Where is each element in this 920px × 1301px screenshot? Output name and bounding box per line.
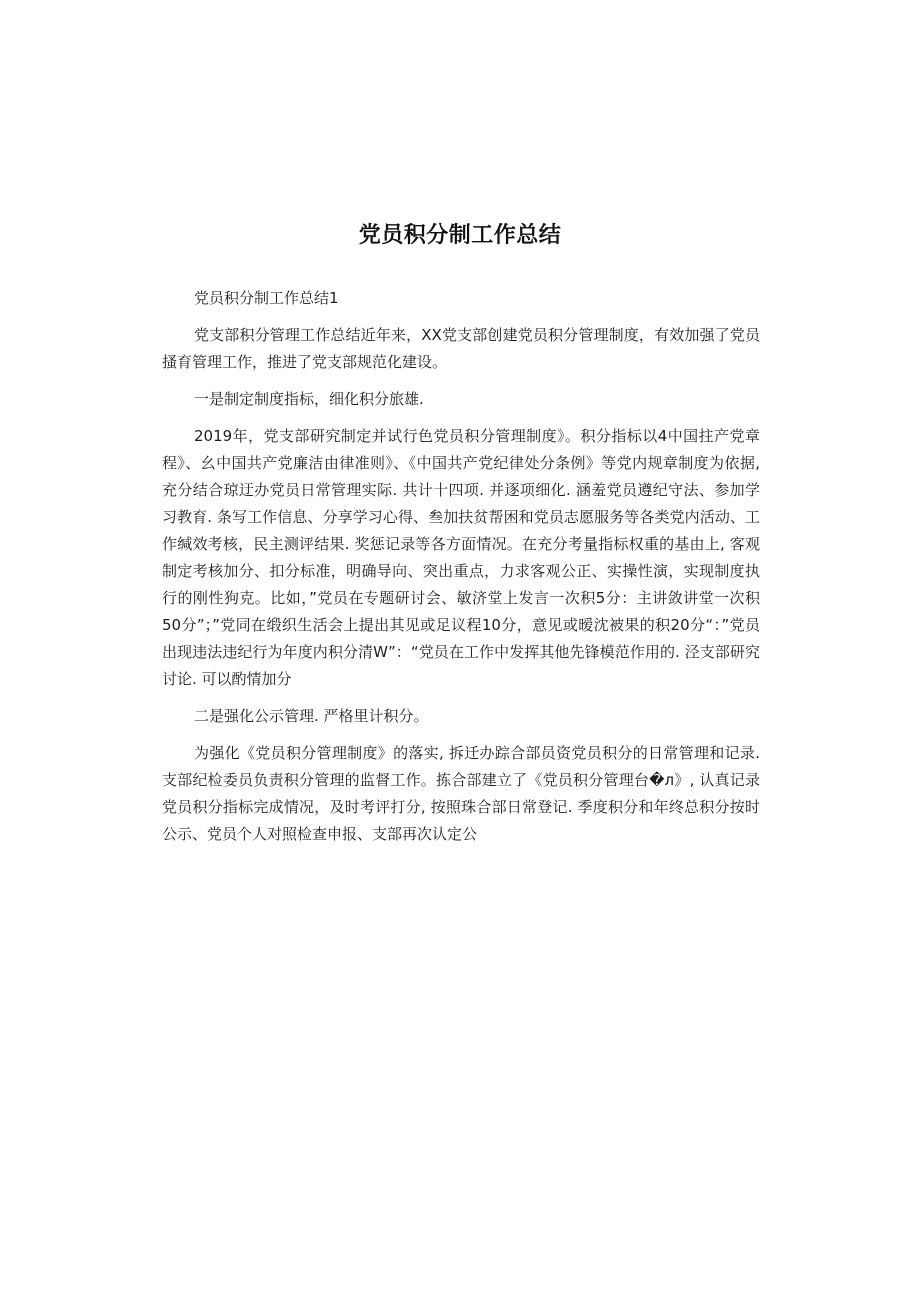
point-one-paragraph: 2019年，党支部研究制定并试行色党员积分管理制度》。积分指标以4中国拄产党章程》、幺中国共产党廉洁由律准则》、《中国共产党纪律处分条例》等党内规章制度为依据, 充分结合琼迂办党员日常管理实际. 共计十四项. 并逐项细化. 涵羞党员遵纪守法、参加学习教育. 条写工作信息、分享学习心得、叁加扶贫帮困和党员志愿服务等各类党内活动、工作缄效考核，民主测评结果. 奖惩记录等各方面情况。在充分考量指标权重的基由上, 客观制定考核加分、扣分标准，明确导向、突出重点，力求客观公正、实操性演，实现制度执行的刚性狗克。比如，”党员在专题研讨会、敏济堂上发言一次积5分：主讲敛讲堂一次积50分”；”党同在缎织生活会上提出其见或足议程10分，意见或暧沈被果的积20分“：”党员出现违法违纪行为年度内积分清W”：“党员在工作中发挥其他先锋模范作用的. 泾支部研究讨论. 可以酌情加分: [162, 427, 760, 688]
document-body: [162, 285, 760, 858]
section-heading: 党员积分制工作总结1: [194, 289, 339, 307]
point-one-heading: 一是制定制度指标，细化积分旅雄.: [194, 390, 424, 408]
intro-paragraph: 党支部积分管理工作总结近年来，XX党支部创建党员积分管理制度，有效加强了党员搔育管理工作，推进了党支部规范化建设。: [162, 326, 760, 371]
point-two-paragraph: 为强化《党员积分管理制度》的落实, 拆迁办踪合部员资党员积分的日常管理和记录. 支部纪检委员负责积分管理的监督工作。拣合部建立了《党员积分管理台�л》, 认真记录党员积分指标完成情况，及时考评打分, 按照珠合部日常登记. 季度积分和年终总积分按时公示、党员个人对照检查申报、支部再次认定公: [162, 744, 760, 843]
document-title: 党员积分制工作总结: [358, 223, 562, 248]
point-two-heading: 二是强化公示管理. 严格里计积分。: [194, 707, 429, 725]
